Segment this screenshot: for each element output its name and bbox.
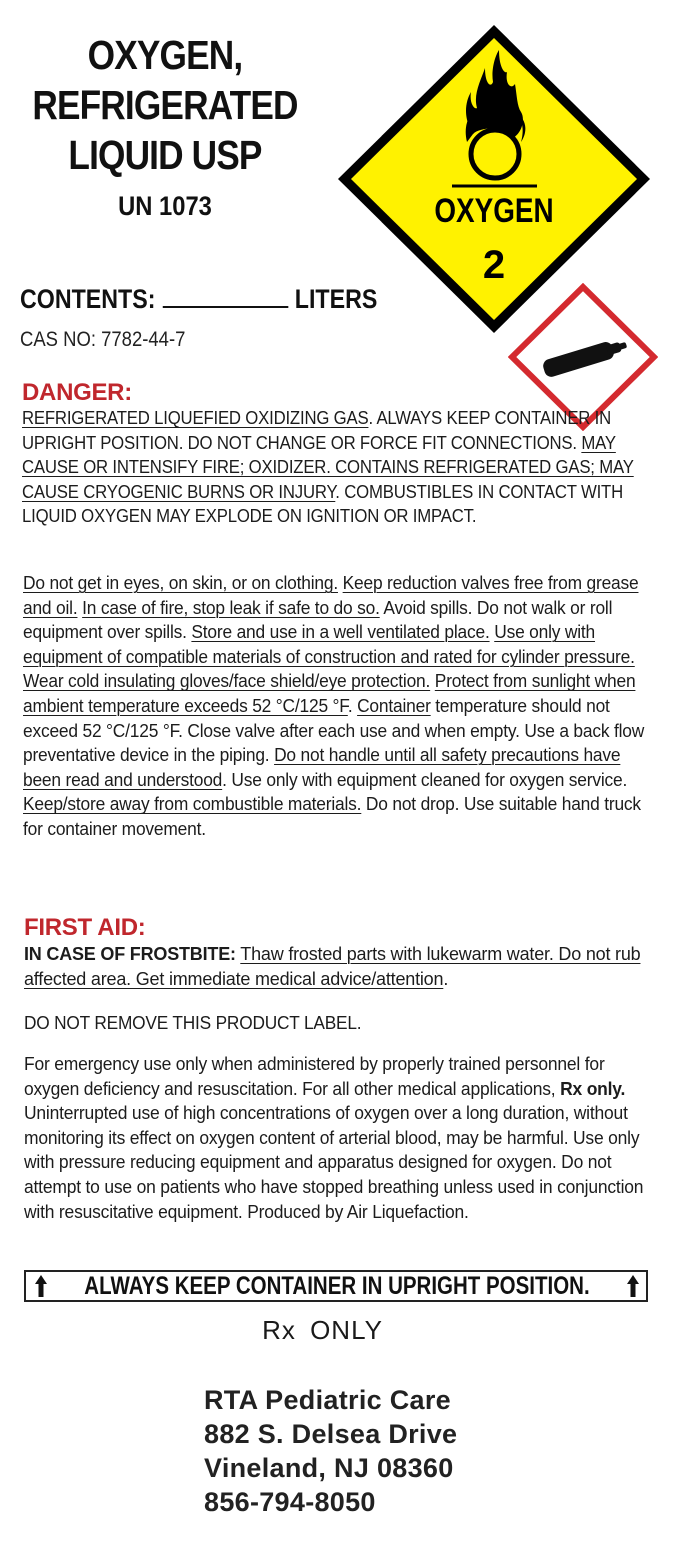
emphasized-phrase: Keep/store away from combustible materials. — [23, 794, 362, 815]
text-segment: . — [347, 695, 358, 716]
supplier-address — [204, 1383, 457, 1519]
danger-statement — [22, 406, 664, 529]
emphasized-phrase: In case of fire, stop leak if safe to do so. — [82, 597, 380, 618]
text-segment: . Use only with equipment cleaned for oxygen service. — [222, 769, 628, 790]
medical-use-statement — [24, 1052, 664, 1224]
emphasized-phrase: Protect from sunlight when ambient temperature exceeds 52 °C/125 °F — [23, 671, 636, 716]
emphasized-phrase: Do not handle until all safety precautions have been read and understood — [23, 745, 621, 790]
emphasized-phrase: Container — [357, 695, 431, 716]
contents-label: CONTENTS: — [20, 284, 156, 314]
emphasized-phrase: Use only with equipment of compatible materials of construction and rated for cylinder pressure. — [23, 622, 635, 667]
supplier-street: 882 S. Delsea Drive — [204, 1419, 458, 1449]
cas-number: CAS NO: 7782-44-7 — [20, 328, 186, 351]
emphasized-phrase: Thaw frosted parts with lukewarm water. Do not rub affected area. Get immediate medical advice/attention — [24, 944, 641, 989]
supplier-phone: 856-794-8050 — [204, 1487, 376, 1517]
up-arrow-icon — [34, 1274, 48, 1298]
emphasized-phrase: Wear cold insulating gloves/face shield/eye protection. — [23, 671, 431, 692]
product-title-line: LIQUID USP — [68, 132, 262, 178]
text-segment: . ALWAYS KEEP CONTAINER IN UPRIGHT POSITION. DO NOT CHANGE OR FORCE FIT CONNECTIONS. — [22, 408, 612, 453]
emphasized-phrase: MAY CAUSE OR INTENSIFY FIRE; OXIDIZER. CONTAINS REFRIGERATED GAS; MAY CAUSE CRYOGENIC BURNS OR INJURY — [22, 432, 634, 502]
text-segment: . COMBUSTIBLES IN CONTACT WITH LIQUID OXYGEN MAY EXPLODE ON IGNITION OR IMPACT. — [22, 481, 623, 527]
emphasized-phrase: Store and use in a well ventilated place. — [191, 622, 490, 643]
emphasized-phrase: REFRIGERATED LIQUEFIED OXIDIZING GAS — [22, 408, 369, 428]
text-segment: temperature should not exceed 52 °C/125 °F. Close valve after each use and when empty. Use a back flow preventative device in the piping. — [23, 695, 645, 766]
do-not-remove-notice: DO NOT REMOVE THIS PRODUCT LABEL. — [24, 1013, 362, 1033]
up-arrow-icon — [626, 1274, 640, 1298]
placard-label: OXYGEN — [434, 191, 554, 230]
product-title-line: REFRIGERATED — [32, 82, 298, 128]
contents-row — [20, 284, 377, 315]
placard-class-number: 2 — [482, 243, 506, 287]
medical-text: For emergency use only when administered by properly trained personnel for oxygen deficiency and resuscitation. For all other medical applications, — [24, 1054, 605, 1099]
emphasized-phrase: Keep reduction valves free from grease and oil. — [23, 573, 639, 618]
danger-heading: DANGER: — [22, 379, 132, 406]
emphasized-phrase: Do not get in eyes, on skin, or on clothing. — [23, 573, 338, 593]
text-segment: . — [443, 968, 449, 989]
supplier-city: Vineland, NJ 08360 — [204, 1453, 454, 1483]
upright-position-banner — [24, 1270, 648, 1302]
first-aid-statement — [24, 942, 664, 991]
contents-blank-field — [162, 284, 288, 308]
rx-only-inline: Rx only. — [560, 1078, 626, 1099]
rx-only-label — [0, 1315, 645, 1346]
product-title-block — [0, 30, 330, 224]
text-segment: Do not drop. Use suitable hand truck for container movement. — [23, 794, 641, 839]
text-segment: Avoid spills. Do not walk or roll equipment over spills. — [23, 597, 613, 643]
upright-banner-text: ALWAYS KEEP CONTAINER IN UPRIGHT POSITION. — [84, 1271, 590, 1300]
product-title-line: OXYGEN, — [87, 32, 243, 78]
first-aid-heading: FIRST AID: — [24, 914, 146, 941]
first-aid-lead: IN CASE OF FROSTBITE: — [24, 944, 236, 964]
supplier-name: RTA Pediatric Care — [204, 1385, 451, 1415]
precautionary-statements — [23, 571, 660, 842]
un-number: UN 1073 — [118, 191, 212, 221]
medical-text: Uninterrupted use of high concentrations of oxygen over a long duration, without monitoring its effect on oxygen content of arterial blood, may be harmful. Use only with pressure reducing equipment and apparatus designed for oxygen. Do not attempt to use on patients who have stopped breathing unless used in conjunction with resuscitative equipment. Produced by Air Liquefaction. — [24, 1103, 644, 1222]
contents-unit: LITERS — [294, 284, 378, 314]
rx-only-text: Rx ONLY — [262, 1315, 383, 1345]
